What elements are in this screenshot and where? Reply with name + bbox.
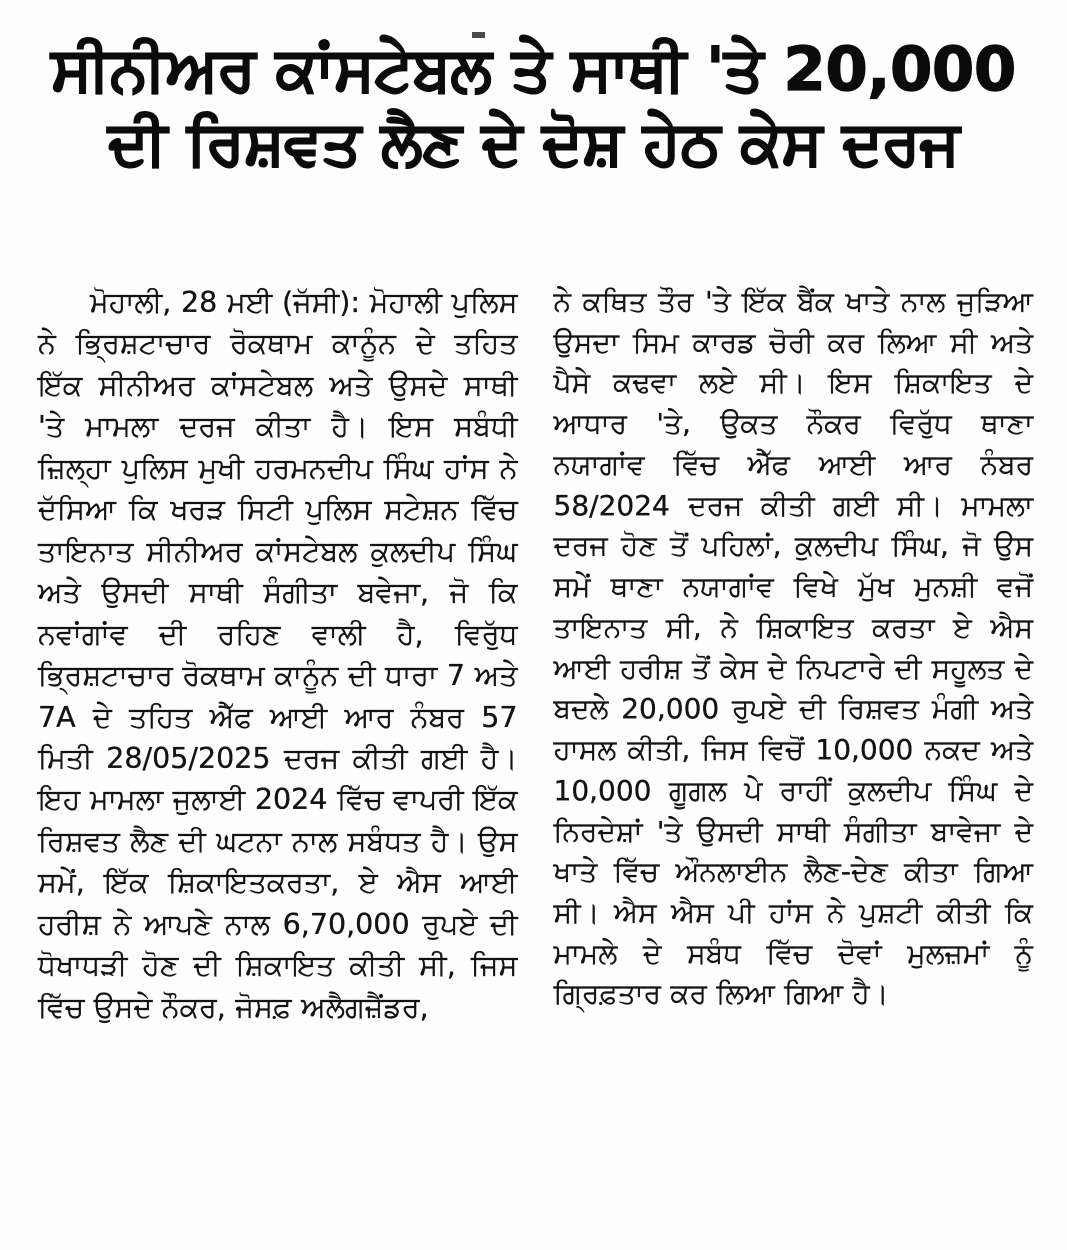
headline-block bbox=[0, 0, 1067, 179]
article-paragraph-left: ਮੋਹਾਲੀ, 28 ਮਈ (ਜੱਸੀ): ਮੋਹਾਲੀ ਪੁਲਿਸ ਨੇ ਭ੍ਰਿਸ਼ਟਾਚਾਰ ਰੋਕਥਾਮ ਕਾਨੂੰਨ ਦੇ ਤਹਿਤ ਇੱਕ ਸੀਨੀਅਰ ਕਾਂਸਟੇਬਲ ਅਤੇ ਉਸਦੇ ਸਾਥੀ 'ਤੇ ਮਾਮਲਾ ਦਰਜ ਕੀਤਾ ਹੈ। ਇਸ ਸਬੰਧੀ ਜ਼ਿਲ੍ਹਾ ਪੁਲਿਸ ਮੁਖੀ ਹਰਮਨਦੀਪ ਸਿੰਘ ਹਾਂਸ ਨੇ ਦੱਸਿਆ ਕਿ ਖਰੜ ਸਿਟੀ ਪੁਲਿਸ ਸਟੇਸ਼ਨ ਵਿੱਚ ਤਾਇਨਾਤ ਸੀਨੀਅਰ ਕਾਂਸਟੇਬਲ ਕੁਲਦੀਪ ਸਿੰਘ ਅਤੇ ਉਸਦੀ ਸਾਥੀ ਸੰਗੀਤਾ ਬਵੇਜਾ, ਜੋ ਕਿ ਨਵਾਂਗਾਂਵ ਦੀ ਰਹਿਣ ਵਾਲੀ ਹੈ, ਵਿਰੁੱਧ ਭ੍ਰਿਸ਼ਟਾਚਾਰ ਰੋਕਥਾਮ ਕਾਨੂੰਨ ਦੀ ਧਾਰਾ 7 ਅਤੇ 7A ਦੇ ਤਹਿਤ ਐੱਫ ਆਈ ਆਰ ਨੰਬਰ 57 ਮਿਤੀ 28/05/2025 ਦਰਜ ਕੀਤੀ ਗਈ ਹੈ। ਇਹ ਮਾਮਲਾ ਜੁਲਾਈ 2024 ਵਿੱਚ ਵਾਪਰੀ ਇੱਕ ਰਿਸ਼ਵਤ ਲੈਣ ਦੀ ਘਟਨਾ ਨਾਲ ਸਬੰਧਤ ਹੈ। ਉਸ ਸਮੇਂ, ਇੱਕ ਸ਼ਿਕਾਇਤਕਰਤਾ, ਏ ਐਸ ਆਈ ਹਰੀਸ਼ ਨੇ ਆਪਣੇ ਨਾਲ 6,70,000 ਰੁਪਏ ਦੀ ਧੋਖਾਧੜੀ ਹੋਣ ਦੀ ਸ਼ਿਕਾਇਤ ਕੀਤੀ ਸੀ, ਜਿਸ ਵਿੱਚ ਉਸਦੇ ਨੌਕਰ, ਜੋਸਫ਼ ਅਲੈਗਜ਼ੈਂਡਰ, bbox=[38, 286, 518, 1024]
page-title bbox=[38, 36, 1029, 179]
headline-line-1: ਸੀਨੀਅਰ ਕਾਂਸਟੇਬਲ ਤੇ ਸਾਥੀ 'ਤੇ 20,000 bbox=[51, 34, 1016, 105]
headline-line-2: ਦੀ ਰਿਸ਼ਵਤ ਲੈਣ ਦੇ ਦੋਸ਼ ਹੇਠ ਕੇਸ ਦਰਜ bbox=[108, 108, 959, 180]
article-columns bbox=[38, 282, 1033, 1202]
article-column-left bbox=[38, 282, 518, 1028]
article-paragraph-right: ਨੇ ਕਥਿਤ ਤੌਰ 'ਤੇ ਇੱਕ ਬੈਂਕ ਖਾਤੇ ਨਾਲ ਜੁੜਿਆ ਉਸਦਾ ਸਿਮ ਕਾਰਡ ਚੋਰੀ ਕਰ ਲਿਆ ਸੀ ਅਤੇ ਪੈਸੇ ਕਢਵਾ ਲਏ ਸੀ। ਇਸ ਸ਼ਿਕਾਇਤ ਦੇ ਆਧਾਰ 'ਤੇ, ਉਕਤ ਨੌਕਰ ਵਿਰੁੱਧ ਥਾਣਾ ਨਯਾਗਾਂਵ ਵਿੱਚ ਐੱਫ ਆਈ ਆਰ ਨੰਬਰ 58/2024 ਦਰਜ ਕੀਤੀ ਗਈ ਸੀ। ਮਾਮਲਾ ਦਰਜ ਹੋਣ ਤੋਂ ਪਹਿਲਾਂ, ਕੁਲਦੀਪ ਸਿੰਘ, ਜੋ ਉਸ ਸਮੇਂ ਥਾਣਾ ਨਯਾਗਾਂਵ ਵਿਖੇ ਮੁੱਖ ਮੁਨਸ਼ੀ ਵਜੋਂ ਤਾਇਨਾਤ ਸੀ, ਨੇ ਸ਼ਿਕਾਇਤ ਕਰਤਾ ਏ ਐਸ ਆਈ ਹਰੀਸ਼ ਤੋਂ ਕੇਸ ਦੇ ਨਿਪਟਾਰੇ ਦੀ ਸਹੂਲਤ ਦੇ ਬਦਲੇ 20,000 ਰੁਪਏ ਦੀ ਰਿਸ਼ਵਤ ਮੰਗੀ ਅਤੇ ਹਾਸਲ ਕੀਤੀ, ਜਿਸ ਵਿਚੋਂ 10,000 ਨਕਦ ਅਤੇ 10,000 ਗੂਗਲ ਪੇ ਰਾਹੀਂ ਕੁਲਦੀਪ ਸਿੰਘ ਦੇ ਨਿਰਦੇਸ਼ਾਂ 'ਤੇ ਉਸਦੀ ਸਾਥੀ ਸੰਗੀਤਾ ਬਾਵੇਜਾ ਦੇ ਖਾਤੇ ਵਿੱਚ ਔਨਲਾਈਨ ਲੈਣ-ਦੇਣ ਕੀਤਾ ਗਿਆ ਸੀ। ਐਸ ਐਸ ਪੀ ਹਾਂਸ ਨੇ ਪੁਸ਼ਟੀ ਕੀਤੀ ਕਿ ਮਾਮਲੇ ਦੇ ਸਬੰਧ ਵਿੱਚ ਦੋਵਾਂ ਮੁਲਜ਼ਮਾਂ ਨੂੰ ਗ੍ਰਿਫ਼ਤਾਰ ਕਰ ਲਿਆ ਗਿਆ ਹੈ। bbox=[553, 285, 1033, 1011]
article-column-right bbox=[554, 282, 1034, 1015]
